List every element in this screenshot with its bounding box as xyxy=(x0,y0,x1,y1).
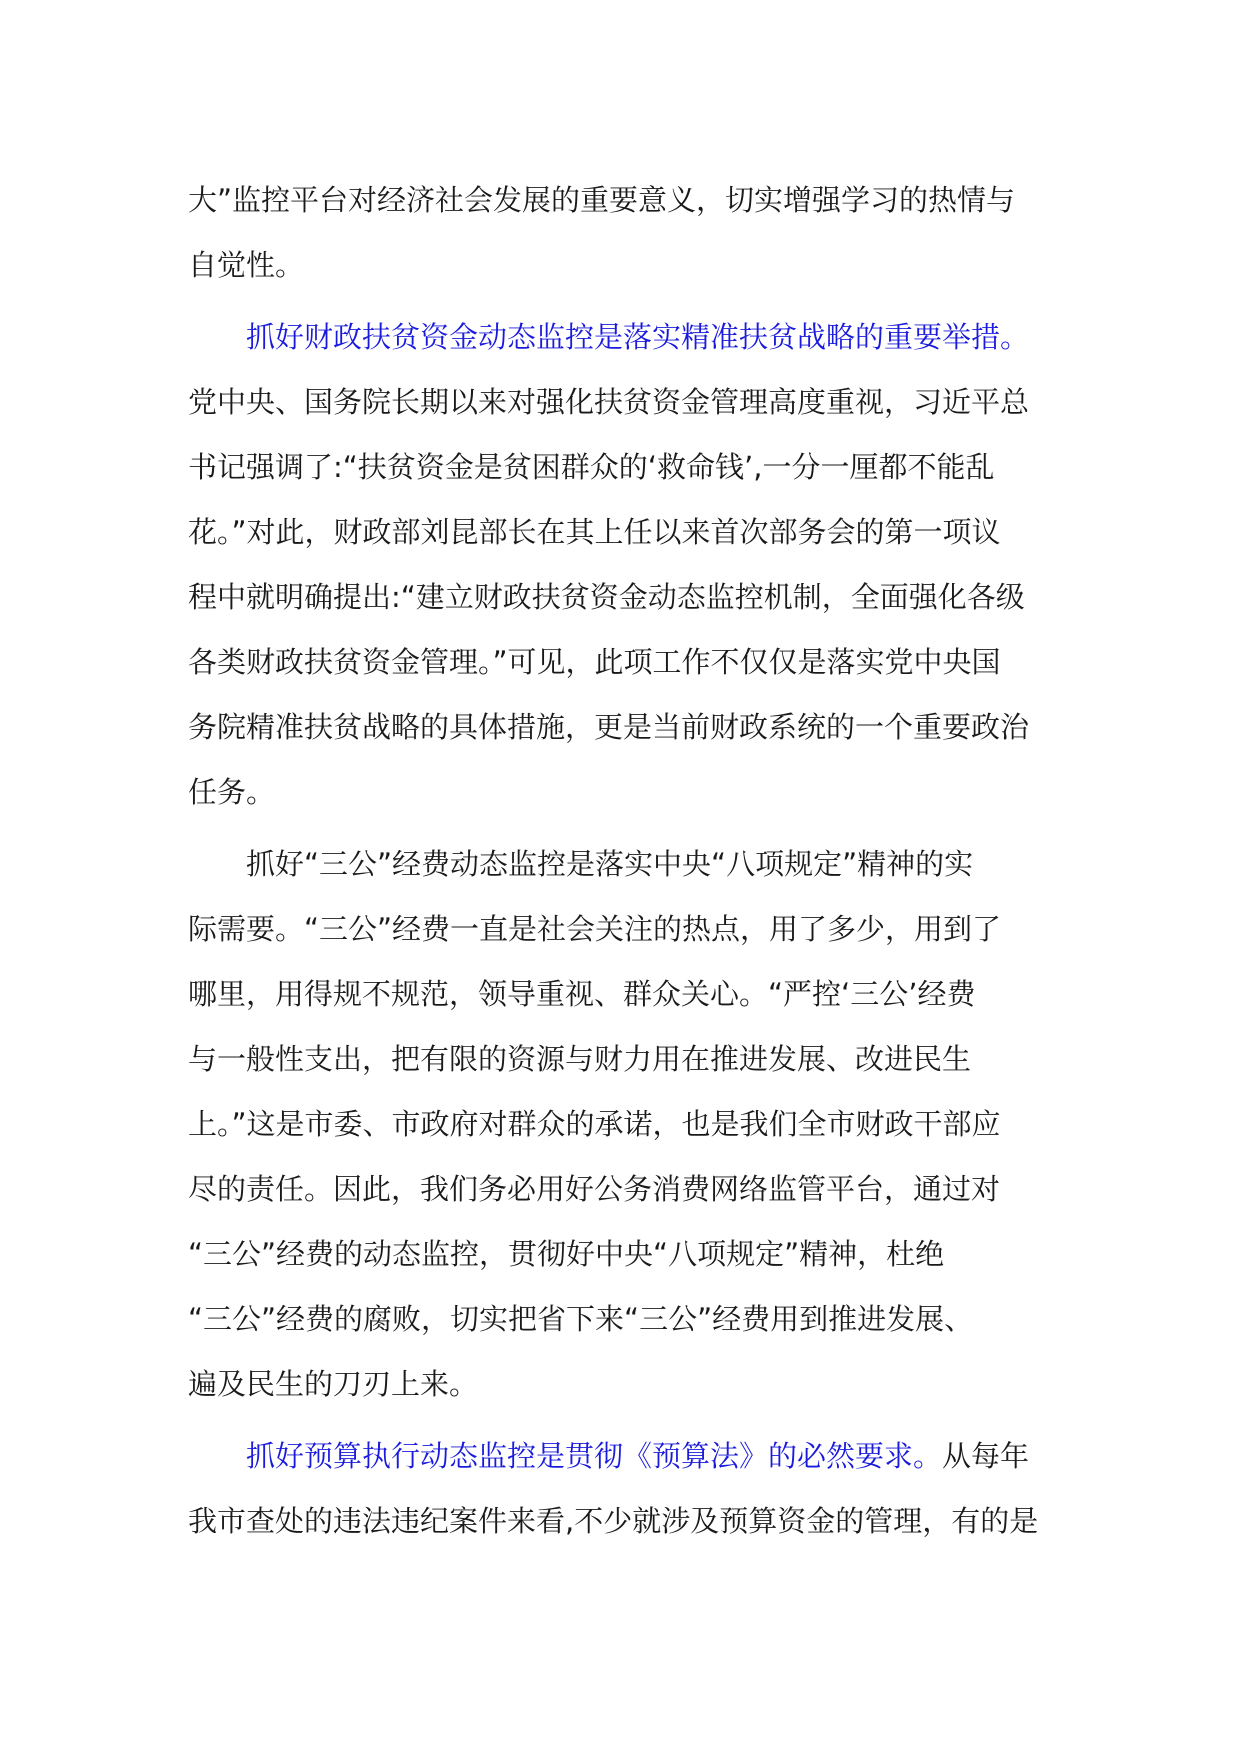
paragraph-lead-line: 抓好“三公”经费动态监控是落实中央“八项规定”精神的实 xyxy=(246,847,974,881)
text-line: 花。”对此，财政部刘昆部长在其上任以来首次部务会的第一项议 xyxy=(188,515,1001,549)
lead-continuation: 从每年 xyxy=(942,1439,1030,1473)
paragraph-lead-line xyxy=(188,1424,1058,1489)
paragraph-2 xyxy=(188,305,1058,825)
paragraph-3 xyxy=(188,832,1058,1417)
highlighted-heading: 抓好财政扶贫资金动态监控是落实精准扶贫战略的重要举措。 xyxy=(246,320,1030,354)
text-line: 遍及民生的刀刃上来。 xyxy=(188,1367,479,1401)
text-line: 我市查处的违法违纪案件来看,不少就涉及预算资金的管理，有的是 xyxy=(188,1504,1039,1538)
text-line: 自觉性。 xyxy=(188,248,305,282)
text-line: 际需要。“三公”经费一直是社会关注的热点，用了多少，用到了 xyxy=(188,912,1002,946)
text-line: 任务。 xyxy=(188,775,276,809)
text-line: 上。”这是市委、市政府对群众的承诺，也是我们全市财政干部应 xyxy=(188,1107,1001,1141)
text-line: 与一般性支出，把有限的资源与财力用在推进发展、改进民生 xyxy=(188,1042,972,1076)
text-line: “三公”经费的腐败，切实把省下来“三公”经费用到推进发展、 xyxy=(188,1302,974,1336)
text-line: 各类财政扶贫资金管理。”可见，此项工作不仅仅是落实党中央国 xyxy=(188,645,1001,679)
text-line: 书记强调了:“扶贫资金是贫困群众的‘救命钱’,一分一厘都不能乱 xyxy=(188,450,995,484)
paragraph-4 xyxy=(188,1424,1058,1554)
text-line: 党中央、国务院长期以来对强化扶贫资金管理高度重视，习近平总 xyxy=(188,385,1030,419)
text-line: 哪里，用得规不规范，领导重视、群众关心。“严控‘三公’经费 xyxy=(188,977,976,1011)
paragraph-1 xyxy=(188,168,1058,298)
document-body xyxy=(188,168,1058,1554)
highlighted-heading: 抓好预算执行动态监控是贯彻《预算法》的必然要求。 xyxy=(246,1439,943,1473)
paragraph-lead-line xyxy=(188,305,1058,370)
text-line: “三公”经费的动态监控，贯彻好中央“八项规定”精神，杜绝 xyxy=(188,1237,945,1271)
text-line: 务院精准扶贫战略的具体措施，更是当前财政系统的一个重要政治 xyxy=(188,710,1030,744)
text-line: 大”监控平台对经济社会发展的重要意义，切实增强学习的热情与 xyxy=(188,183,1016,217)
text-line: 尽的责任。因此，我们务必用好公务消费网络监管平台，通过对 xyxy=(188,1172,1001,1206)
text-line: 程中就明确提出:“建立财政扶贫资金动态监控机制，全面强化各级 xyxy=(188,580,1025,614)
